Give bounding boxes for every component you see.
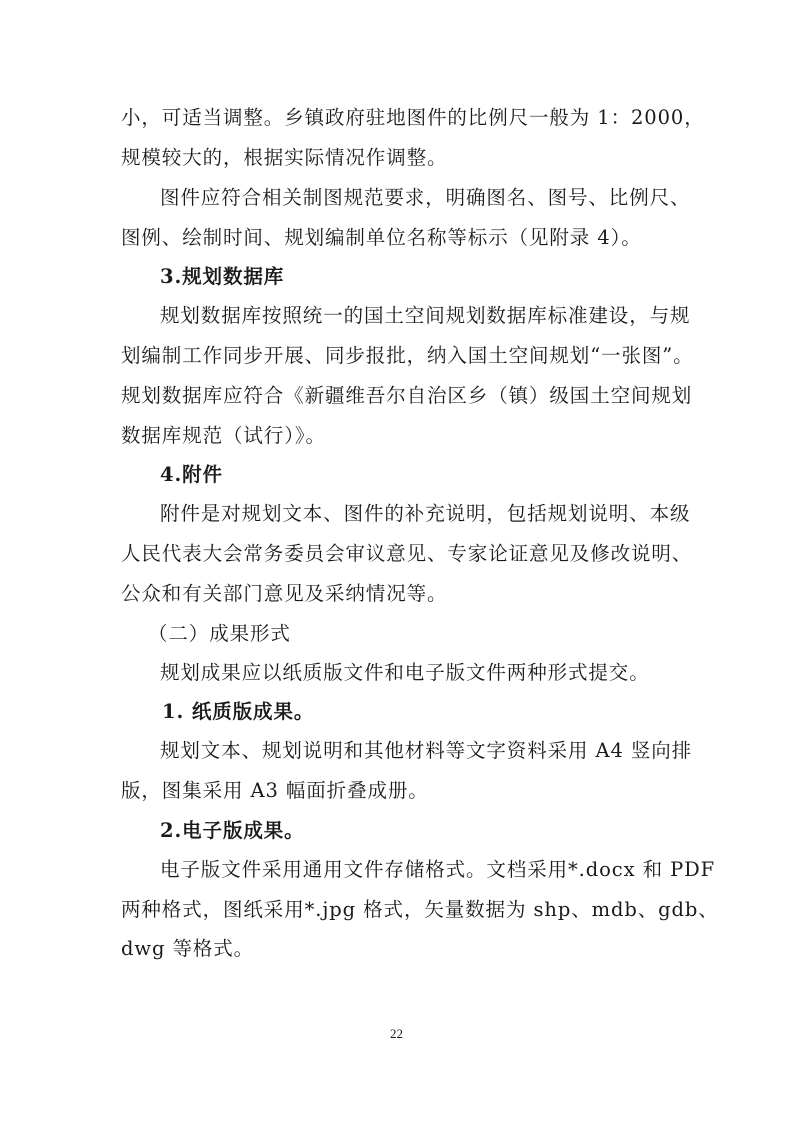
paragraph-line: 人民代表大会常务委员会审议意见、专家论证意见及修改说明、 <box>121 542 693 565</box>
paragraph-line: 规划成果应以纸质版文件和电子版文件两种形式提交。 <box>160 661 650 684</box>
paragraph-line: 两种格式，图纸采用*.jpg 格式，矢量数据为 shp、mdb、gdb、 <box>121 898 719 921</box>
paragraph-line: 数据库规范（试行）》。 <box>121 424 326 447</box>
paragraph-line: 图件应符合相关制图规范要求，明确图名、图号、比例尺、 <box>160 186 691 209</box>
paragraph-line: 规划数据库应符合《新疆维吾尔自治区乡（镇）级国土空间规划 <box>121 384 693 407</box>
paragraph-line: 规划数据库按照统一的国土空间规划数据库标准建设，与规 <box>160 304 691 327</box>
section-heading: （二）成果形式 <box>148 622 291 645</box>
paragraph-line: 图例、绘制时间、规划编制单位名称等标示（见附录 4）。 <box>121 226 642 249</box>
paragraph-line: 小，可适当调整。乡镇政府驻地图件的比例尺一般为 1：2000， <box>121 106 705 129</box>
paragraph-line: 版，图集采用 A3 幅面折叠成册。 <box>121 779 429 802</box>
paragraph-line: 规划文本、规划说明和其他材料等文字资料采用 A4 竖向排 <box>160 739 693 762</box>
paragraph-line: 电子版文件采用通用文件存储格式。文档采用*.docx 和 PDF <box>160 858 716 881</box>
paragraph-line: 附件是对规划文本、图件的补充说明，包括规划说明、本级 <box>160 502 691 525</box>
subsection-heading: 2.电子版成果。 <box>160 819 305 842</box>
page-number: 22 <box>390 1026 403 1041</box>
paragraph-line: 规模较大的，根据实际情况作调整。 <box>121 146 448 169</box>
paragraph-line: dwg 等格式。 <box>121 937 255 960</box>
paragraph-line: 公众和有关部门意见及采纳情况等。 <box>121 582 448 605</box>
section-heading: 4.附件 <box>160 463 223 486</box>
section-heading: 3.规划数据库 <box>160 265 285 288</box>
subsection-heading: 1. 纸质版成果。 <box>162 700 315 723</box>
paragraph-line: 划编制工作同步开展、同步报批，纳入国土空间规划“一张图”。 <box>121 344 694 367</box>
